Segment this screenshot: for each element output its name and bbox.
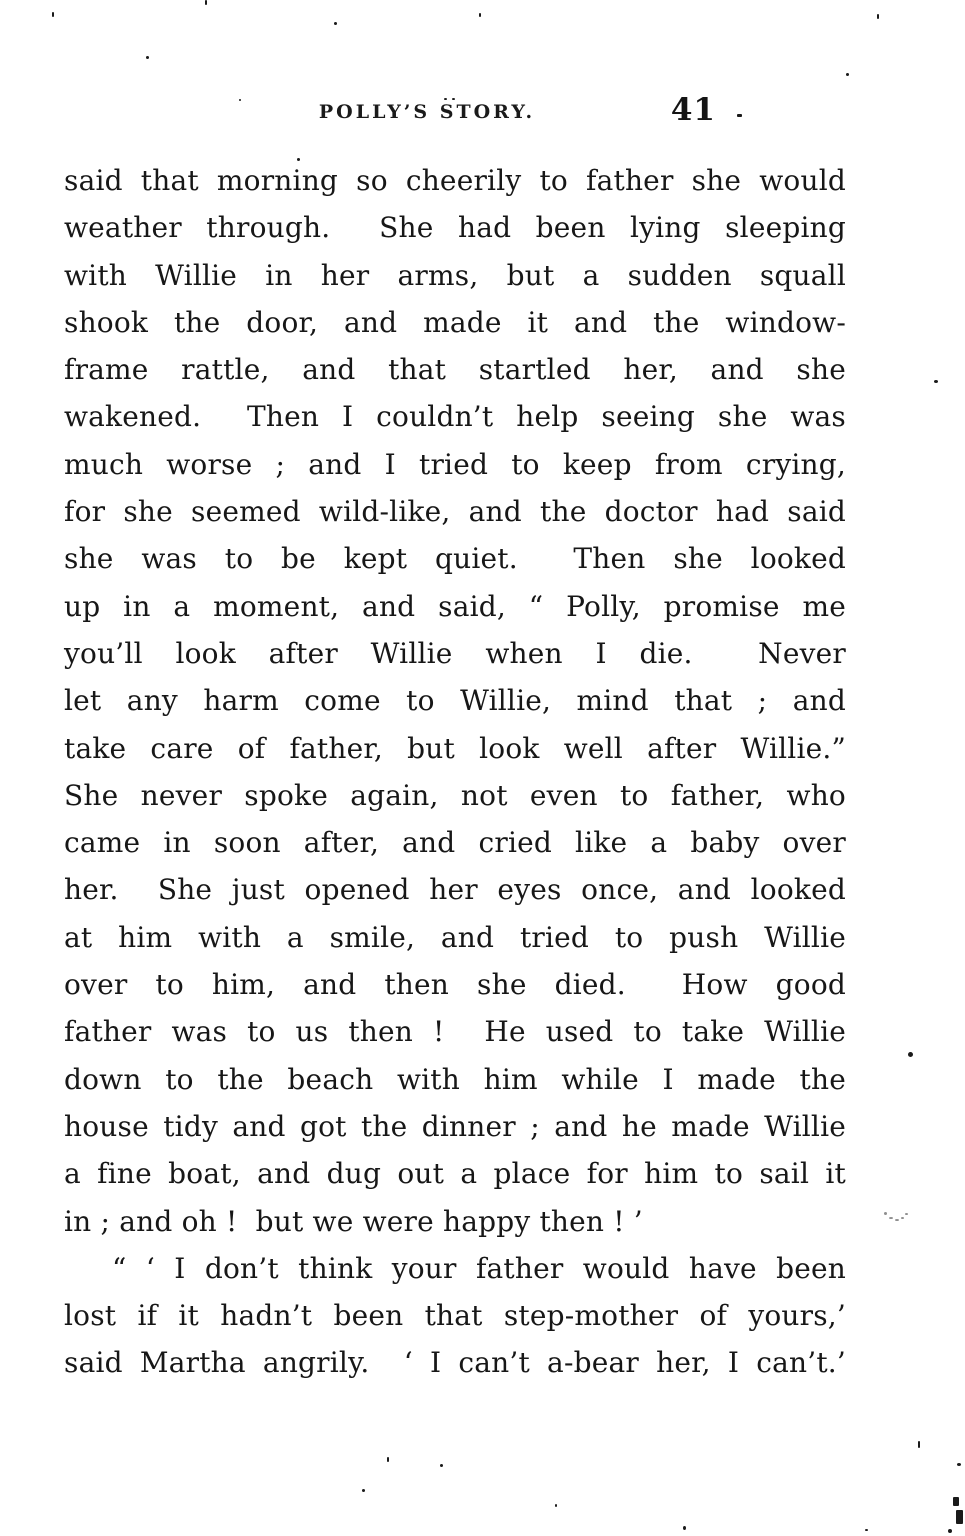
text-line: weather through. She had been lying sleeping (64, 211, 846, 245)
scan-speck (479, 13, 481, 17)
scan-speck (905, 1213, 908, 1215)
scan-speck (948, 1529, 952, 1533)
page-number: 41 (670, 92, 716, 128)
scan-speck (334, 22, 337, 25)
scan-speck (146, 56, 149, 59)
scan-speck (846, 73, 849, 76)
text-line: father was to us then ! He used to take Willie (64, 1015, 846, 1049)
text-line: take care of father, but look well after Willie.” (64, 731, 846, 765)
scan-speck (889, 1217, 893, 1219)
running-title: POLLY’S STORY. (318, 101, 536, 123)
scan-speck (934, 380, 938, 383)
text-line: for she seemed wild-like, and the doctor had said (64, 495, 846, 529)
scan-speck (865, 1529, 868, 1531)
text-line: came in soon after, and cried like a baby over (64, 826, 846, 860)
text-line: up in a moment, and said, “ Polly, promise me (64, 589, 846, 623)
scan-speck (205, 0, 207, 5)
text-line: over to him, and then she died. How good (64, 968, 846, 1002)
scan-speck (895, 1219, 899, 1221)
scan-speck (444, 98, 447, 100)
scan-speck (956, 1510, 963, 1524)
text-line: said Martha angrily. ‘ I can’t a-bear her, I can’t.’ (64, 1346, 846, 1380)
text-line: lost if it hadn’t been that step-mother of yours,’ (64, 1299, 846, 1333)
scan-speck (957, 1463, 961, 1466)
text-line: She never spoke again, not even to father, who (64, 778, 846, 812)
body-text (64, 157, 846, 1387)
text-line: you’ll look after Willie when I die. Never (64, 636, 846, 670)
scan-speck (239, 99, 241, 101)
text-line: “ ‘ I don’t think your father would have been (112, 1251, 846, 1285)
scan-speck (884, 1212, 887, 1215)
text-line: shook the door, and made it and the window- (64, 305, 846, 339)
page-header (64, 92, 846, 132)
scan-speck (953, 1497, 959, 1506)
scan-speck (908, 1052, 913, 1057)
text-line: down to the beach with him while I made the (64, 1062, 846, 1096)
scan-speck (440, 1464, 443, 1467)
text-line: let any harm come to Willie, mind that ; and (64, 684, 846, 718)
text-line: much worse ; and I tried to keep from crying, (64, 447, 846, 481)
scan-speck (362, 1489, 365, 1492)
scan-speck (918, 1441, 920, 1448)
text-line: with Willie in her arms, but a sudden squall (64, 258, 846, 292)
scan-speck (683, 1526, 686, 1530)
scan-speck (555, 1504, 557, 1507)
scan-speck (387, 1457, 389, 1462)
scan-speck (901, 1217, 904, 1219)
scan-speck (52, 12, 54, 17)
scan-speck (297, 158, 300, 161)
text-line: at him with a smile, and tried to push Willie (64, 920, 846, 954)
scan-speck (877, 14, 879, 19)
text-line: wakened. Then I couldn’t help seeing she was (64, 400, 846, 434)
text-line: house tidy and got the dinner ; and he made Willie (64, 1109, 846, 1143)
scan-speck (452, 98, 455, 100)
text-line: said that morning so cheerily to father she would (64, 164, 846, 197)
text-line: a fine boat, and dug out a place for him to sail it (64, 1157, 846, 1191)
scan-speck (737, 114, 742, 117)
text-line: she was to be kept quiet. Then she looked (64, 542, 846, 576)
text-line: in ; and oh ! but we were happy then ! ’ (64, 1204, 643, 1238)
text-line: frame rattle, and that startled her, and she (64, 353, 846, 387)
text-line: her. She just opened her eyes once, and looked (64, 873, 846, 907)
